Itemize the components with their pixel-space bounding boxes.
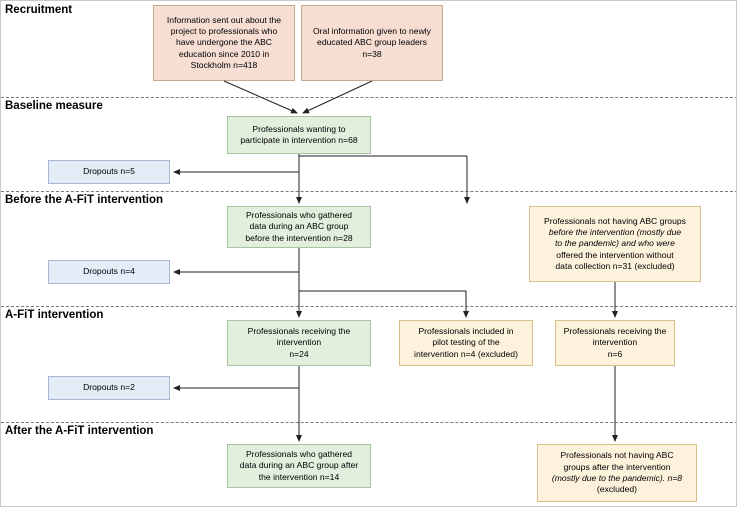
after-intervention-data-box-line-1: data during an ABC group after (239, 460, 359, 471)
dropouts-intervention-box-text (83, 382, 135, 393)
before-intervention-data-box-line-2: before the intervention n=28 (245, 232, 353, 243)
intervention-receiving-orange-box-line-2: n=6 (607, 348, 623, 359)
recruitment-oral-info-box (301, 5, 443, 81)
band-label-1: Baseline measure (5, 100, 103, 112)
before-intervention-data-box-line-0: Professionals who gathered (245, 209, 353, 220)
intervention-receiving-orange-box-text (564, 326, 667, 360)
before-intervention-excluded-box-line-3: offered the intervention without (556, 249, 674, 260)
section-divider-3 (1, 422, 737, 423)
before-intervention-excluded-box-line-4: data collection n=31 (excluded) (555, 261, 675, 272)
before-intervention-excluded-box (529, 206, 701, 282)
recruitment-oral-info-box-line-1: educated ABC group leaders (317, 37, 427, 48)
intervention-pilot-box (399, 320, 533, 366)
before-intervention-excluded-box-line-0: Professionals not having ABC groups (544, 215, 686, 226)
before-intervention-data-box-text (245, 210, 352, 244)
after-intervention-data-box-line-0: Professionals who gathered (245, 448, 353, 459)
intervention-receiving-box-line-0: Professionals receiving the (247, 325, 351, 336)
after-intervention-excluded-box (537, 444, 697, 502)
intervention-receiving-box (227, 320, 371, 366)
after-intervention-data-box (227, 444, 371, 488)
band-label-0: Recruitment (5, 4, 73, 16)
before-intervention-data-box (227, 206, 371, 248)
dropouts-baseline-box (48, 160, 170, 184)
recruitment-oral-info-box-text (313, 26, 431, 60)
intervention-pilot-box-text (414, 326, 518, 360)
baseline-participants-box-line-1: participate in intervention n=68 (240, 135, 358, 145)
recruitment-written-info-box-line-0: Information sent out about the (166, 14, 282, 25)
dropouts-baseline-box-text (83, 166, 135, 177)
before-intervention-data-box-line-1: data during an ABC group (249, 221, 349, 232)
intervention-receiving-box-line-1: intervention (276, 337, 322, 348)
after-intervention-data-box-line-2: the intervention n=14 (258, 471, 340, 482)
intervention-receiving-orange-box (555, 320, 675, 366)
recruitment-written-info-box-line-1: project to professionals who (170, 25, 278, 36)
recruitment-written-info-box-line-3: education since 2010 in (178, 48, 270, 59)
after-intervention-excluded-box-line-3: (excluded) (596, 484, 638, 495)
dropouts-intervention-box (48, 376, 170, 400)
section-divider-0 (1, 97, 737, 98)
recruitment-written-info-box (153, 5, 295, 81)
intervention-pilot-box-line-0: Professionals included in (418, 325, 514, 336)
section-divider-1 (1, 191, 737, 192)
intervention-pilot-box-line-2: intervention n=4 (excluded) (414, 348, 518, 359)
after-intervention-excluded-box-line-2: (mostly due to the pandemic). n=8 (551, 473, 683, 483)
recruitment-oral-info-box-line-0: Oral information given to newly (313, 25, 431, 36)
section-divider-2 (1, 306, 737, 307)
after-intervention-data-box-text (240, 449, 358, 483)
baseline-participants-box-text (240, 124, 357, 147)
band-label-2: Before the A-FiT intervention (5, 194, 164, 206)
recruitment-written-info-box-text (167, 15, 281, 72)
intervention-receiving-orange-box-line-0: Professionals receiving the (563, 325, 667, 336)
dropouts-intervention-box-line-0: Dropouts n=2 (83, 382, 135, 393)
recruitment-written-info-box-line-2: have undergone the ABC (175, 37, 273, 48)
intervention-receiving-box-line-2: n=24 (289, 348, 309, 359)
after-intervention-excluded-box-text (552, 450, 682, 495)
intervention-pilot-box-line-1: pilot testing of the (432, 337, 500, 348)
baseline-participants-box-line-0: Professionals wanting to (252, 123, 346, 134)
dropouts-before-box-line-0: Dropouts n=4 (83, 266, 135, 277)
before-intervention-excluded-box-line-2: to the pandemic) and who were (555, 238, 675, 249)
dropouts-before-box (48, 260, 170, 284)
dropouts-before-box-text (83, 266, 135, 277)
baseline-participants-box (227, 116, 371, 154)
after-intervention-excluded-box-line-1: groups after the intervention (563, 461, 671, 472)
after-intervention-excluded-box-line-0: Professionals not having ABC (560, 450, 674, 461)
before-intervention-excluded-box-text (544, 216, 686, 273)
before-intervention-excluded-box-line-1: before the intervention (mostly due (548, 226, 682, 237)
dropouts-baseline-box-line-0: Dropouts n=5 (83, 166, 135, 177)
intervention-receiving-orange-box-line-1: intervention (592, 337, 638, 348)
band-label-3: A-FiT intervention (5, 309, 104, 321)
recruitment-written-info-box-line-4: Stockholm n=418 (190, 60, 258, 71)
band-label-4: After the A-FiT intervention (5, 425, 154, 437)
recruitment-oral-info-box-line-2: n=38 (362, 48, 382, 59)
intervention-receiving-box-text (248, 326, 351, 360)
